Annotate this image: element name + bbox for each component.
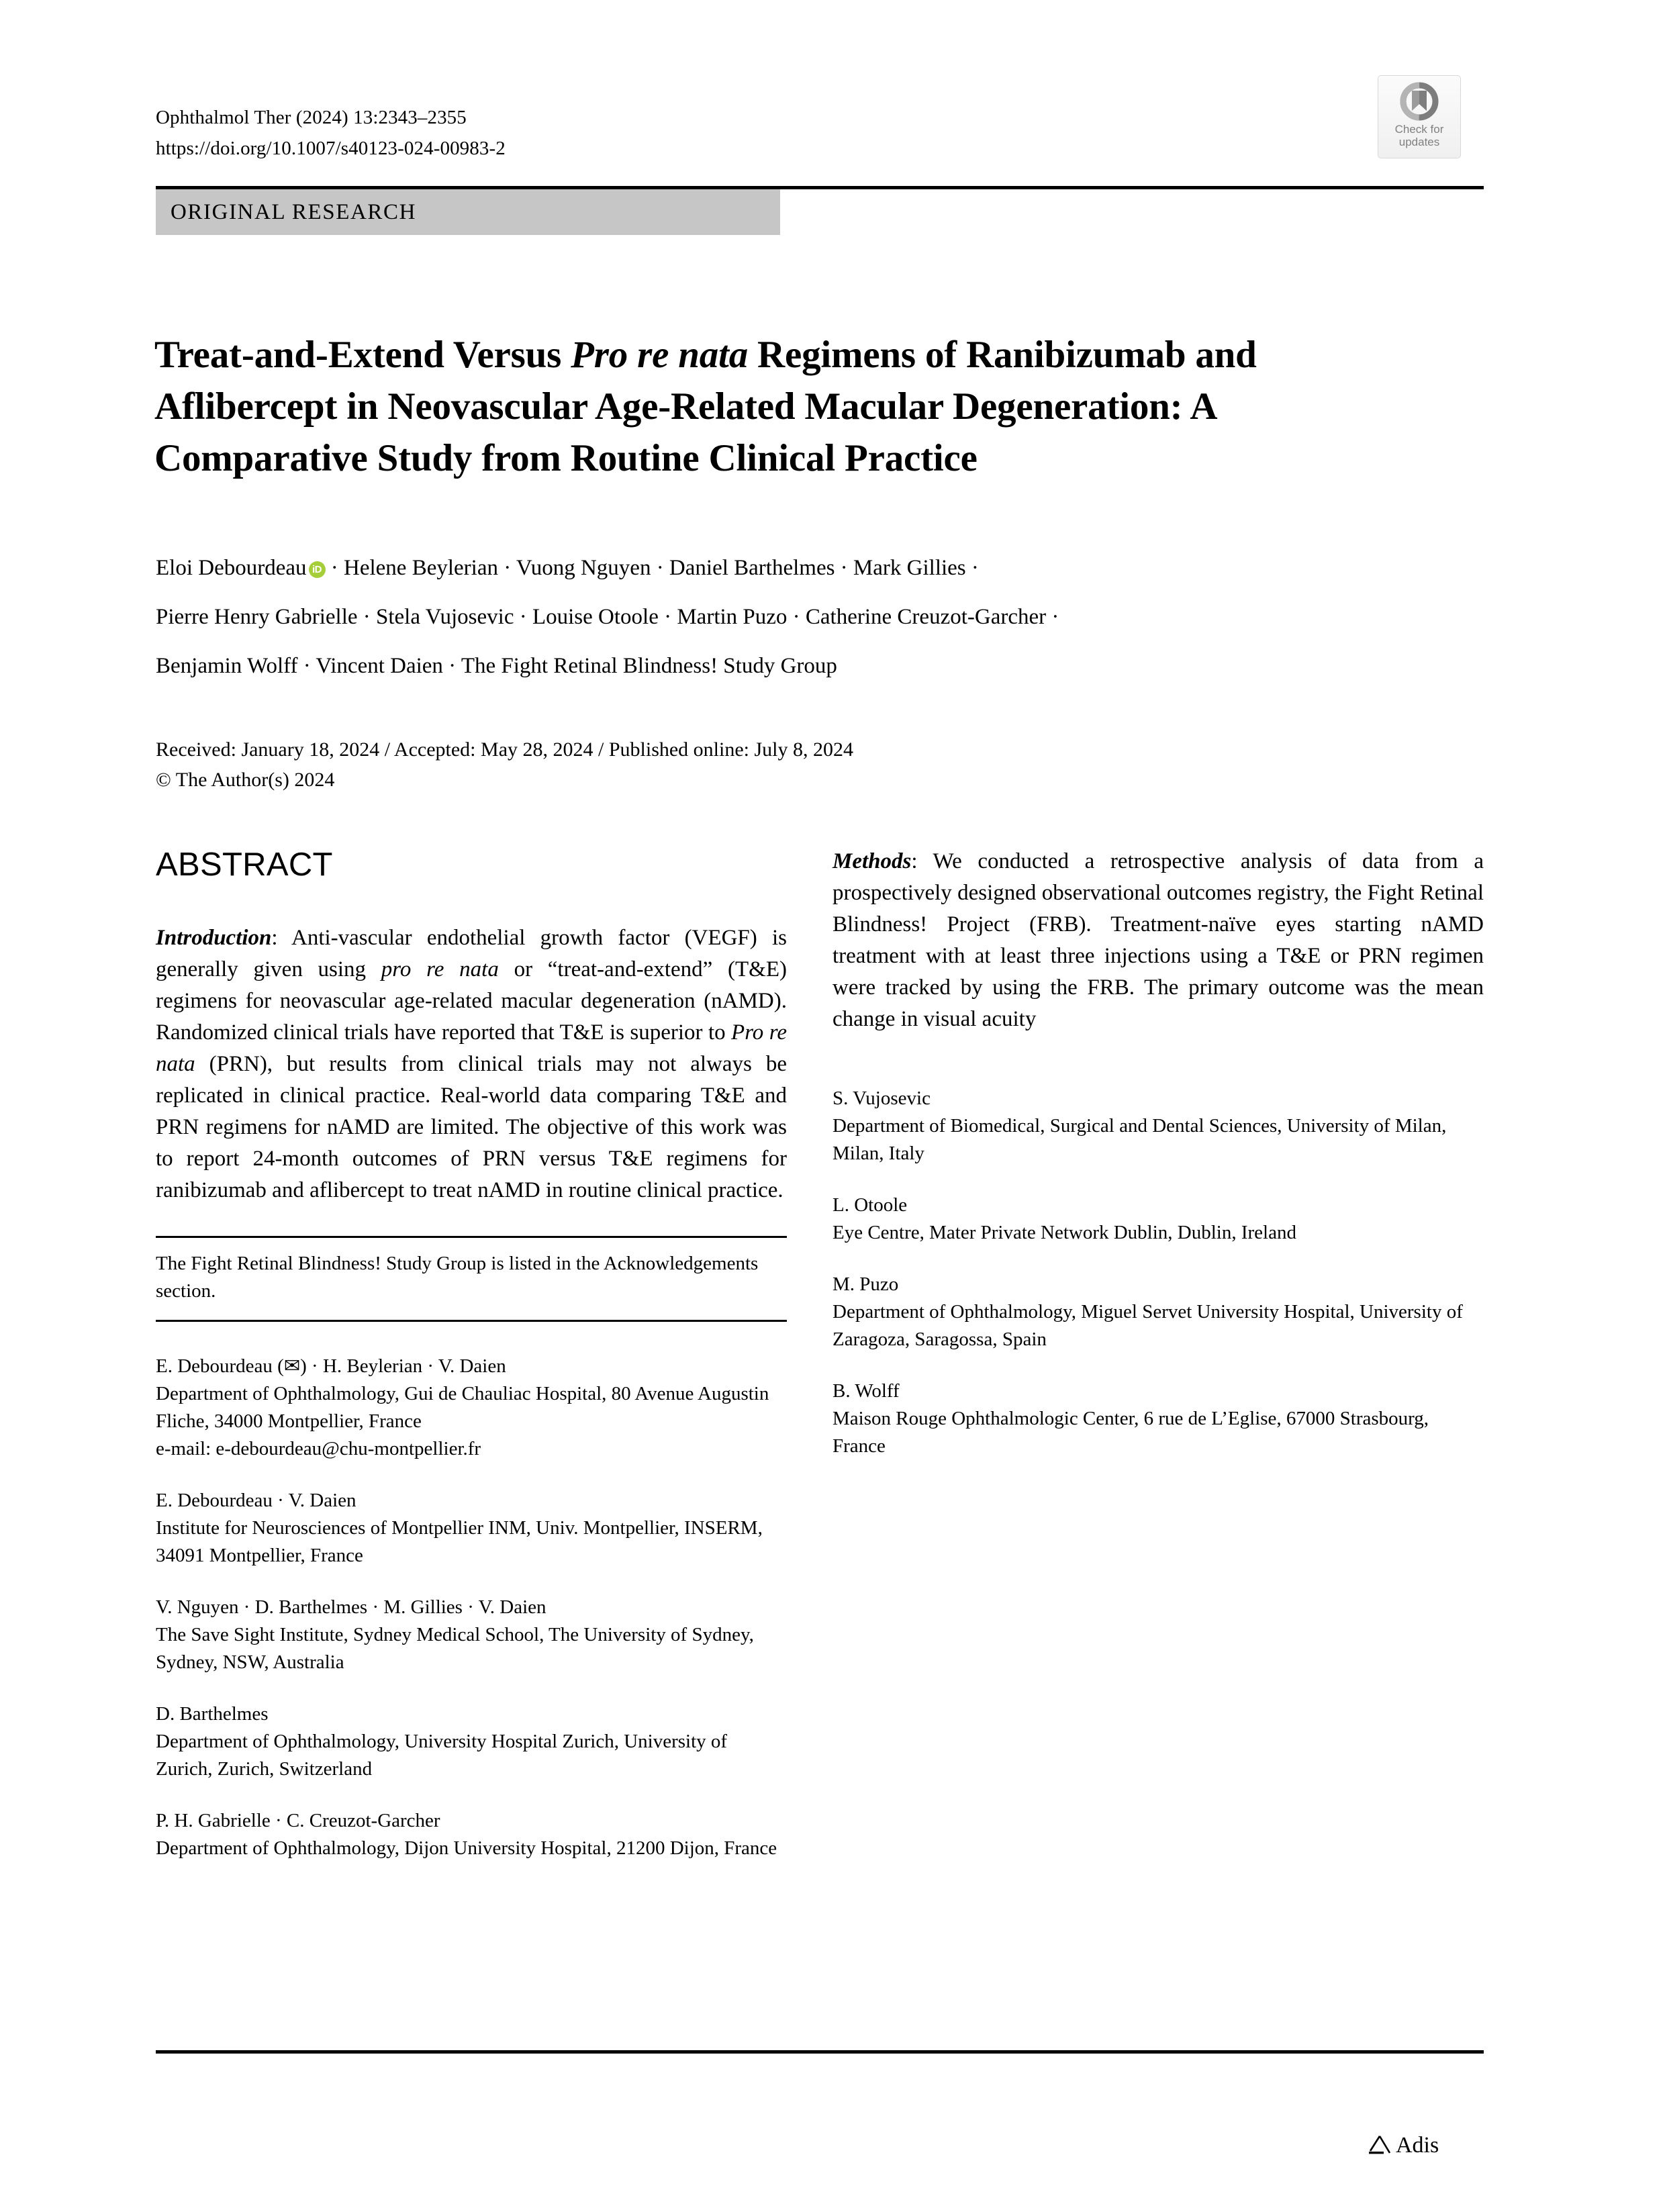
dates-line: Received: January 18, 2024 / Accepted: May 28, 2024 / Published online: July 8, 2024 xyxy=(156,738,854,761)
affiliation-body: Department of Biomedical, Surgical and Dental Sciences, University of Milan, Milan, Italy xyxy=(832,1115,1447,1164)
left-column xyxy=(156,846,787,1886)
affiliation-email[interactable]: e-mail: e-debourdeau@chu-montpellier.fr xyxy=(156,1438,481,1459)
introduction-italic-1: pro re nata xyxy=(381,957,499,981)
affiliation-authors: M. Puzo xyxy=(832,1273,899,1295)
introduction-text-1: : Anti-vascular endothelial growth factor (VEGF) is generally given using xyxy=(156,926,787,981)
affiliation-block xyxy=(156,1353,787,1463)
affiliation-body: Department of Ophthalmology, University Hospital Zurich, University of Zurich, Zurich, Switzerland xyxy=(156,1731,728,1780)
affiliation-block xyxy=(156,1807,787,1862)
affiliation-body: The Save Sight Institute, Sydney Medical School, The University of Sydney, Sydney, NSW, Australia xyxy=(156,1624,754,1673)
publisher-name: Adis xyxy=(1396,2133,1439,2158)
copyright-line: © The Author(s) 2024 xyxy=(156,769,335,791)
right-affiliations xyxy=(832,1085,1484,1460)
footer-divider xyxy=(156,2050,1484,2054)
title-part-1: Treat-and-Extend Versus xyxy=(154,334,571,377)
introduction-text-3: (PRN), but results from clinical trials may not always be replicated in clinical practice. Real-world data comparing T&E and PRN regimens for nAMD are limited. The objective of this work was to report 24-month outcomes of PRN versus T&E regimens for ranibizumab and aflibercept to treat nAMD in routine clinical practice. xyxy=(156,1052,787,1202)
author-line-1 xyxy=(156,544,1458,593)
affiliation-block xyxy=(832,1271,1484,1353)
introduction-text-2: or “treat-and-extend” (T&E) regimens for neovascular age-related macular degeneration (nAMD). Randomized clinical trials have reported that T&E is superior to xyxy=(156,957,787,1045)
journal-reference xyxy=(156,102,506,164)
author-line-2: Pierre Henry Gabrielle · Stela Vujosevic · Louise Otoole · Martin Puzo · Catherine Creuzot-Garcher · xyxy=(156,605,1059,629)
affiliation-authors: S. Vujosevic xyxy=(832,1088,931,1109)
journal-citation: Ophthalmol Ther (2024) 13:2343–2355 xyxy=(156,107,467,128)
affiliation-block xyxy=(832,1085,1484,1167)
affiliation-block xyxy=(156,1487,787,1570)
footnote-bottom-divider xyxy=(156,1320,787,1322)
affiliation-block xyxy=(156,1700,787,1783)
affiliation-body: Department of Ophthalmology, Miguel Servet University Hospital, University of Zaragoza, Saragossa, Spain xyxy=(832,1301,1463,1350)
right-column xyxy=(832,846,1484,1484)
affiliation-body: Department of Ophthalmology, Gui de Chauliac Hospital, 80 Avenue Augustin Fliche, 34000 Montpellier, France xyxy=(156,1383,769,1432)
abstract-methods xyxy=(832,846,1484,1035)
article-type-label: ORIGINAL RESEARCH xyxy=(171,200,417,224)
left-affiliations xyxy=(156,1353,787,1862)
title-part-2: Regimens of Ranibizumab and Aflibercept in Neovascular Age-Related Macular Degeneration: A Comparative Study from Routine Clinical Practice xyxy=(154,334,1257,480)
affiliation-block xyxy=(832,1378,1484,1460)
methods-text: : We conducted a retrospective analysis of data from a prospectively designed observational outcomes registry, the Fight Retinal Blindness! Project (FRB). Treatment-naïve eyes starting nAMD treatment with at least three injections using a T&E or PRN regimen were tracked by using the FRB. The primary outcome was the mean change in visual acuity xyxy=(832,849,1484,1031)
study-group-footnote: The Fight Retinal Blindness! Study Group is listed in the Acknowledgements section. xyxy=(156,1253,759,1302)
check-for-updates-badge[interactable] xyxy=(1378,75,1461,158)
publisher-logo xyxy=(1368,2132,1439,2159)
affiliation-authors: V. Nguyen · D. Barthelmes · M. Gillies · V. Daien xyxy=(156,1596,546,1618)
methods-label: Methods xyxy=(832,849,912,873)
affiliation-authors: L. Otoole xyxy=(832,1194,908,1216)
crossmark-icon xyxy=(1398,81,1440,122)
footnote-top-divider xyxy=(156,1236,787,1238)
affiliation-authors: B. Wolff xyxy=(832,1380,900,1402)
affiliation-authors: D. Barthelmes xyxy=(156,1703,269,1725)
affiliation-block xyxy=(156,1594,787,1676)
affiliation-body: Eye Centre, Mater Private Network Dublin, Dublin, Ireland xyxy=(832,1222,1296,1243)
affiliation-block xyxy=(832,1192,1484,1247)
publication-dates xyxy=(156,734,853,795)
author-first: Eloi Debourdeau xyxy=(156,556,307,580)
introduction-italic-2: Pro re nata xyxy=(156,1020,787,1076)
author-list xyxy=(156,544,1458,691)
check-for-updates-line-2: updates xyxy=(1398,136,1440,148)
author-line-3: Benjamin Wolff · Vincent Daien · The Fight Retinal Blindness! Study Group xyxy=(156,654,837,678)
affiliation-authors: E. Debourdeau · V. Daien xyxy=(156,1490,356,1511)
affiliation-body: Institute for Neurosciences of Montpellier INM, Univ. Montpellier, INSERM, 34091 Montpellier, France xyxy=(156,1517,763,1566)
title-italic: Pro re nata xyxy=(571,334,748,377)
page-title xyxy=(154,329,1370,484)
abstract-introduction xyxy=(156,922,787,1206)
affiliation-body: Maison Rouge Ophthalmologic Center, 6 rue de L’Eglise, 67000 Strasbourg, France xyxy=(832,1408,1429,1457)
affiliation-body: Department of Ophthalmology, Dijon University Hospital, 21200 Dijon, France xyxy=(156,1837,777,1859)
abstract-heading: ABSTRACT xyxy=(156,847,333,883)
author-line-1-rest: · Helene Beylerian · Vuong Nguyen · Daniel Barthelmes · Mark Gillies · xyxy=(325,556,979,580)
adis-triangle-icon xyxy=(1368,2134,1391,2153)
check-for-updates-line-1: Check for xyxy=(1394,123,1444,136)
affiliation-authors: E. Debourdeau (✉) · H. Beylerian · V. Daien xyxy=(156,1355,506,1377)
introduction-label: Introduction xyxy=(156,926,272,950)
affiliation-authors: P. H. Gabrielle · C. Creuzot-Garcher xyxy=(156,1810,440,1831)
orcid-icon[interactable]: iD xyxy=(309,561,326,578)
doi-link[interactable]: https://doi.org/10.1007/s40123-024-00983-2 xyxy=(156,138,506,159)
